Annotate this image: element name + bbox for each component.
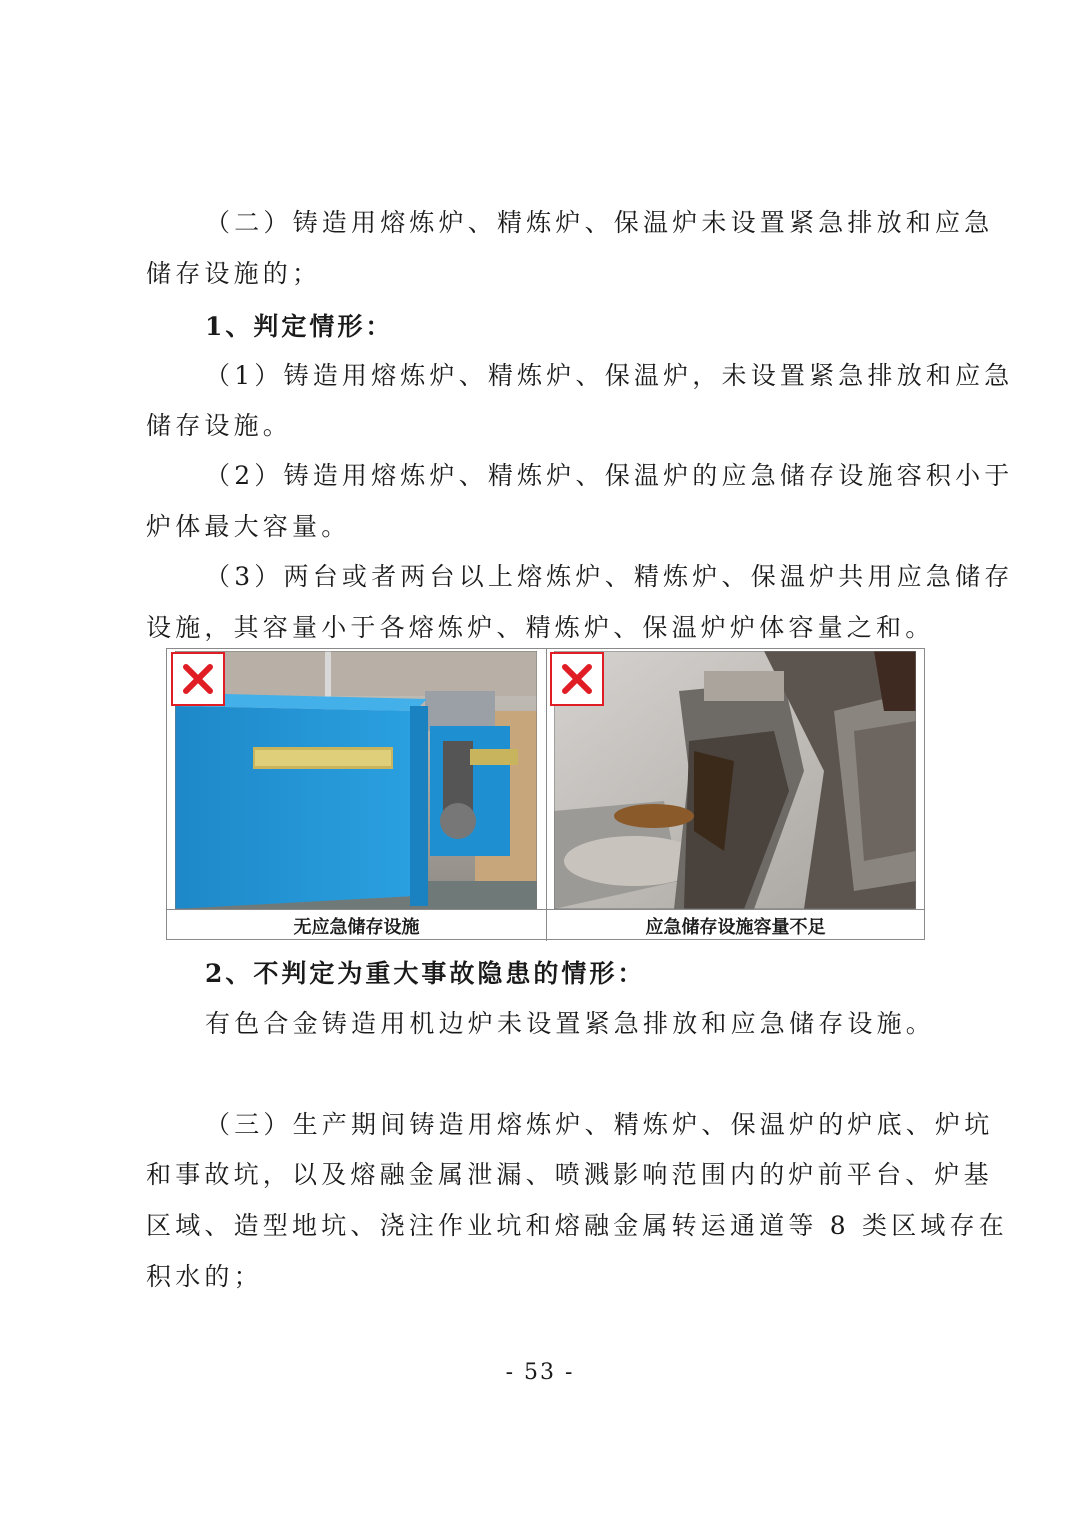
judgement-item2-line1: （2）铸造用熔炼炉、精炼炉、保温炉的应急储存设施容积小于 xyxy=(205,461,1014,490)
furnace-illustration xyxy=(175,651,537,909)
red-x-icon xyxy=(550,652,604,706)
storage-pit-photo xyxy=(554,651,916,909)
section3-line3: 区域、造型地坑、浇注作业坑和熔融金属转运通道等 8 类区域存在 xyxy=(146,1211,1009,1240)
judgement-item1-line2: 储存设施。 xyxy=(146,411,293,440)
judgement-item3-line2: 设施，其容量小于各熔炼炉、精炼炉、保温炉炉体容量之和。 xyxy=(146,613,935,642)
section3-line2: 和事故坑，以及熔融金属泄漏、喷溅影响范围内的炉前平台、炉基 xyxy=(146,1160,993,1189)
section2-heading-line2: 储存设施的； xyxy=(146,259,322,288)
page-number: - 53 - xyxy=(505,1360,575,1385)
judgement-title: 1、判定情形： xyxy=(205,312,394,341)
red-x-icon xyxy=(171,652,225,706)
furnace-photo xyxy=(175,651,537,909)
figure-cell-left xyxy=(167,649,547,941)
section3-line1: （三）生产期间铸造用熔炼炉、精炼炉、保温炉的炉底、炉坑 xyxy=(205,1110,994,1139)
not-major-text: 有色合金铸造用机边炉未设置紧急排放和应急储存设施。 xyxy=(205,1009,936,1038)
left-caption: 无应急储存设施 xyxy=(167,909,546,941)
section3-line4: 积水的； xyxy=(146,1262,263,1291)
storage-pit-illustration xyxy=(554,651,916,909)
judgement-item3-line1: （3）两台或者两台以上熔炼炉、精炼炉、保温炉共用应急储存 xyxy=(205,562,1014,591)
section2-heading-line1: （二）铸造用熔炼炉、精炼炉、保温炉未设置紧急排放和应急 xyxy=(205,208,994,237)
comparison-figure xyxy=(166,648,925,940)
right-caption: 应急储存设施容量不足 xyxy=(546,909,925,941)
figure-cell-right xyxy=(546,649,925,941)
judgement-item1-line1: （1）铸造用熔炼炉、精炼炉、保温炉，未设置紧急排放和应急 xyxy=(205,361,1014,390)
not-major-title: 2、不判定为重大事故隐患的情形： xyxy=(205,959,646,988)
judgement-item2-line2: 炉体最大容量。 xyxy=(146,512,351,541)
